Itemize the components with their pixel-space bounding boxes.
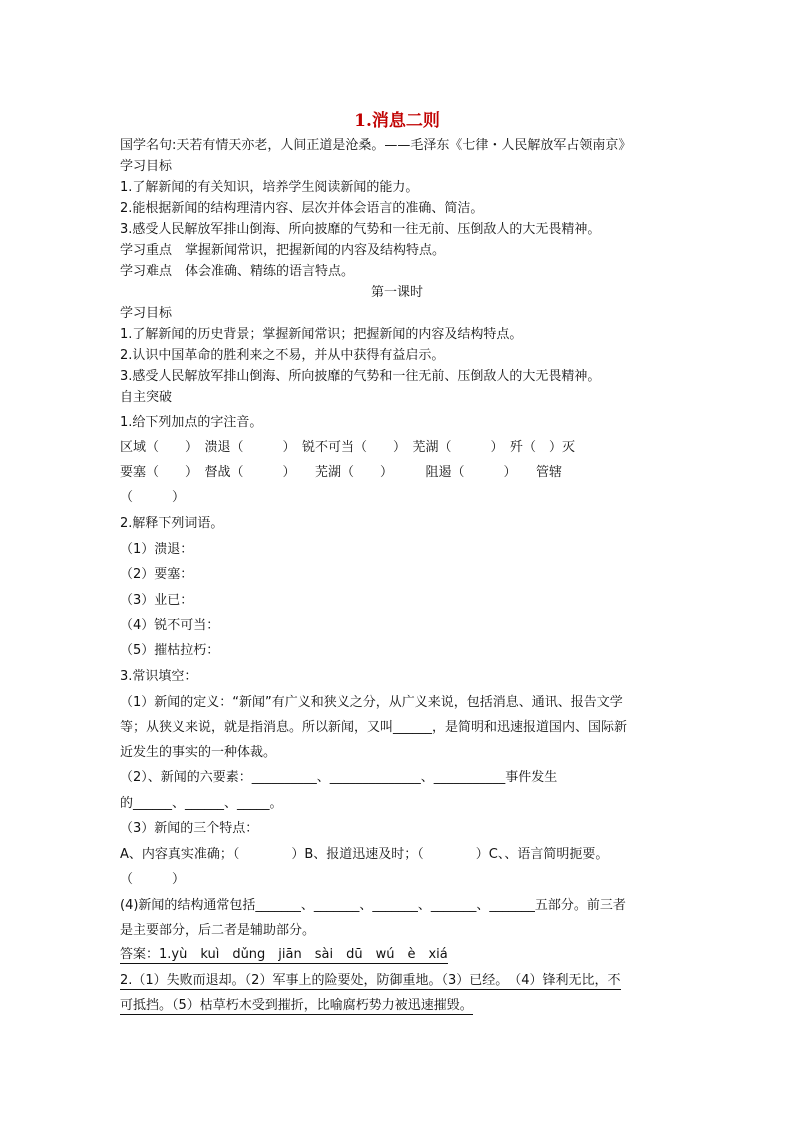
answer-text: 可抵挡。（5）枯草朽木受到摧折，比喻腐朽势力被迅速摧毁。 xyxy=(120,998,473,1013)
objective-item: 2.能根据新闻的结构理清内容、层次并体会语言的准确、简洁。 xyxy=(120,201,484,216)
paragraph-line: 是主要部分，后二者是辅助部分。 xyxy=(120,923,316,938)
page-title: 1.消息二则 xyxy=(354,111,440,131)
question-heading: 2.解释下列词语。 xyxy=(120,516,224,531)
objective-item: 1.了解新闻的有关知识，培养学生阅读新闻的能力。 xyxy=(120,180,419,195)
famous-quote: 国学名句:天若有情天亦老，人间正道是沧桑。——毛泽东《七律・人民解放军占领南京》 xyxy=(120,138,632,153)
lesson-heading: 第一课时 xyxy=(370,285,423,300)
paragraph-line: 等；从狭义来说，就是指消息。所以新闻，又叫______，是简明和迅速报道国内、国际新 xyxy=(120,720,628,735)
pinyin-exercise-row: （ ） xyxy=(120,490,186,505)
answer-line xyxy=(120,972,680,990)
paragraph-line: （ ） xyxy=(120,872,186,887)
term-item: （1）溃退： xyxy=(120,542,194,557)
paragraph-line: （3）新闻的三个特点： xyxy=(120,821,259,836)
answer-line xyxy=(120,946,680,964)
section-heading-self-study: 自主突破 xyxy=(120,390,173,405)
paragraph-line: （1）新闻的定义：“新闻”有广义和狭义之分，从广义来说，包括消息、通讯、报告文学 xyxy=(120,695,623,710)
objective-item: 1.了解新闻的历史背景；掌握新闻常识；把握新闻的内容及结构特点。 xyxy=(120,327,523,342)
question-heading: 3.常识填空： xyxy=(120,669,198,684)
objective-item: 2.认识中国革命的胜利来之不易，并从中获得有益启示。 xyxy=(120,348,445,363)
question-heading: 1.给下列加点的字注音。 xyxy=(120,415,263,430)
objective-item: 3.感受人民解放军排山倒海、所向披靡的气势和一往无前、压倒敌人的大无畏精神。 xyxy=(120,369,601,384)
paragraph-line: （2）、新闻的六要素：__________、______________、___________事件发生 xyxy=(120,770,558,785)
paragraph-line: A、内容真实准确；（ ）B、报道迅速及时；（ ）C、、语言简明扼要。 xyxy=(120,847,609,862)
term-item: （2）要塞： xyxy=(120,567,194,582)
term-item: （5）摧枯拉朽： xyxy=(120,643,220,658)
term-item: （4）锐不可当： xyxy=(120,618,220,633)
objective-item: 3.感受人民解放军排山倒海、所向披靡的气势和一往无前、压倒敌人的大无畏精神。 xyxy=(120,222,601,237)
answer-text: 2.（1）失败而退却。（2）军事上的险要处，防御重地。（3）已经。 （4）锋利无比，不 xyxy=(120,973,621,988)
section-heading-objectives: 学习目标 xyxy=(120,159,173,174)
difficult-points: 学习难点 体会准确、精练的语言特点。 xyxy=(120,264,355,279)
answer-line xyxy=(120,997,680,1015)
answer-text: 答案：1.yù kuì dǔng jiān sài dū wú è xiá xyxy=(120,947,448,962)
pinyin-exercise-row: 区域（ ） 溃退（ ） 锐不可当（ ） 芜湖（ ） 歼（ ）灭 xyxy=(120,440,576,455)
paragraph-line: 近发生的事实的一种体裁。 xyxy=(120,745,277,760)
pinyin-exercise-row: 要塞（ ） 督战（ ） 芜湖（ ） 阻遏（ ） 管辖 xyxy=(120,465,563,480)
term-item: （3）业已： xyxy=(120,593,194,608)
section-heading-objectives: 学习目标 xyxy=(120,306,173,321)
paragraph-line: (4)新闻的结构通常包括_______、_______、_______、_______、_______五部分。前三者 xyxy=(120,898,626,913)
paragraph-line: 的______、______、_____。 xyxy=(120,796,283,811)
key-points: 学习重点 掌握新闻常识，把握新闻的内容及结构特点。 xyxy=(120,243,446,258)
